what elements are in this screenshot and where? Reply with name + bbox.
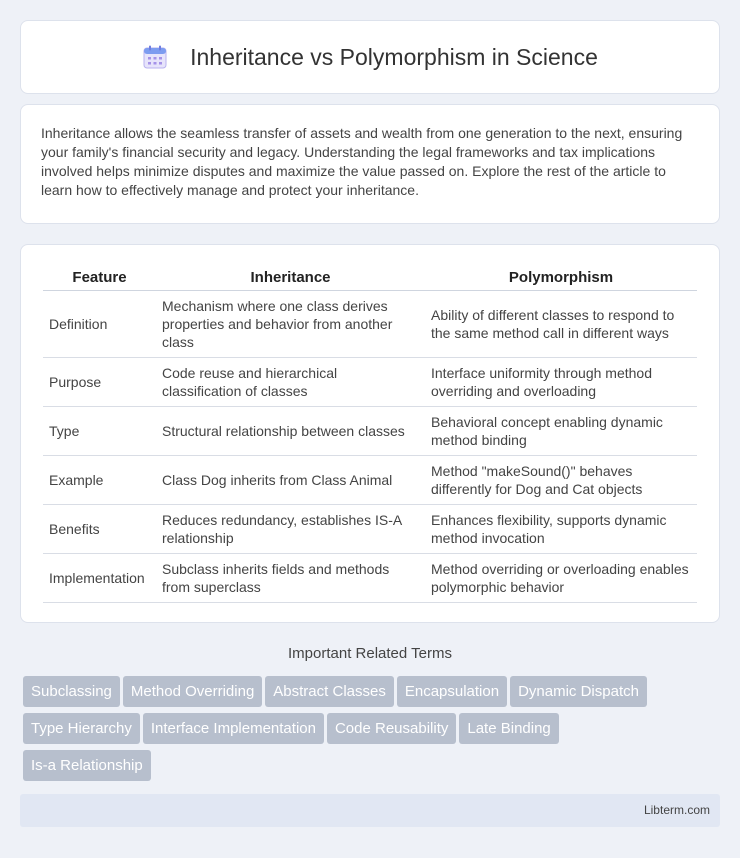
tag-type-hierarchy[interactable]: Type Hierarchy (23, 713, 140, 744)
tag-dynamic-dispatch[interactable]: Dynamic Dispatch (510, 676, 647, 707)
tag-abstract-classes[interactable]: Abstract Classes (265, 676, 394, 707)
tag-is-a-relationship[interactable]: Is-a Relationship (23, 750, 151, 781)
cell-feature: Purpose (43, 358, 156, 407)
cell-feature: Benefits (43, 505, 156, 554)
tag-method-overriding[interactable]: Method Overriding (123, 676, 262, 707)
tag-code-reusability[interactable]: Code Reusability (327, 713, 456, 744)
tag-encapsulation[interactable]: Encapsulation (397, 676, 507, 707)
cell-feature: Type (43, 407, 156, 456)
cell-feature: Definition (43, 291, 156, 358)
cell-polymorphism: Method overriding or overloading enables polymorphic behavior (425, 554, 697, 603)
footer (20, 794, 720, 827)
cell-polymorphism: Method "makeSound()" behaves differently for Dog and Cat objects (425, 456, 697, 505)
related-terms-title: Important Related Terms (288, 645, 452, 662)
comparison-table-card (20, 244, 720, 623)
cell-feature: Example (43, 456, 156, 505)
cell-polymorphism: Interface uniformity through method overriding and overloading (425, 358, 697, 407)
calendar-icon (142, 44, 168, 70)
cell-feature: Implementation (43, 554, 156, 603)
related-terms-tags (23, 676, 723, 787)
table-row (43, 456, 697, 505)
page-title: Inheritance vs Polymorphism in Science (190, 43, 598, 70)
table-row (43, 358, 697, 407)
intro-text: Inheritance allows the seamless transfer of assets and wealth from one generation to the next, ensuring your family's financial security and legacy. Understanding the legal frameworks and tax implications involved helps minimize disputes and maximize the value passed on. Explore the rest of the article to learn how to effectively manage and protect your inheritance. (41, 125, 683, 198)
cell-polymorphism: Ability of different classes to respond to the same method call in different ways (425, 291, 697, 358)
table-row (43, 505, 697, 554)
cell-inheritance: Subclass inherits fields and methods from superclass (156, 554, 425, 603)
header-polymorphism: Polymorphism (425, 265, 697, 291)
table-row (43, 554, 697, 603)
cell-inheritance: Code reuse and hierarchical classification of classes (156, 358, 425, 407)
table-row (43, 291, 697, 358)
tag-subclassing[interactable]: Subclassing (23, 676, 120, 707)
comparison-table (43, 265, 697, 603)
cell-polymorphism: Enhances flexibility, supports dynamic method invocation (425, 505, 697, 554)
header-inheritance: Inheritance (156, 265, 425, 291)
footer-site-link[interactable]: Libterm.com (643, 803, 710, 817)
table-row (43, 407, 697, 456)
header-card (20, 20, 720, 94)
cell-inheritance: Mechanism where one class derives properties and behavior from another class (156, 291, 425, 358)
cell-inheritance: Reduces redundancy, establishes IS-A relationship (156, 505, 425, 554)
intro-card (20, 104, 720, 224)
tag-interface-implementation[interactable]: Interface Implementation (143, 713, 324, 744)
header-feature: Feature (43, 265, 156, 291)
cell-polymorphism: Behavioral concept enabling dynamic method binding (425, 407, 697, 456)
cell-inheritance: Class Dog inherits from Class Animal (156, 456, 425, 505)
tag-late-binding[interactable]: Late Binding (459, 713, 558, 744)
cell-inheritance: Structural relationship between classes (156, 407, 425, 456)
